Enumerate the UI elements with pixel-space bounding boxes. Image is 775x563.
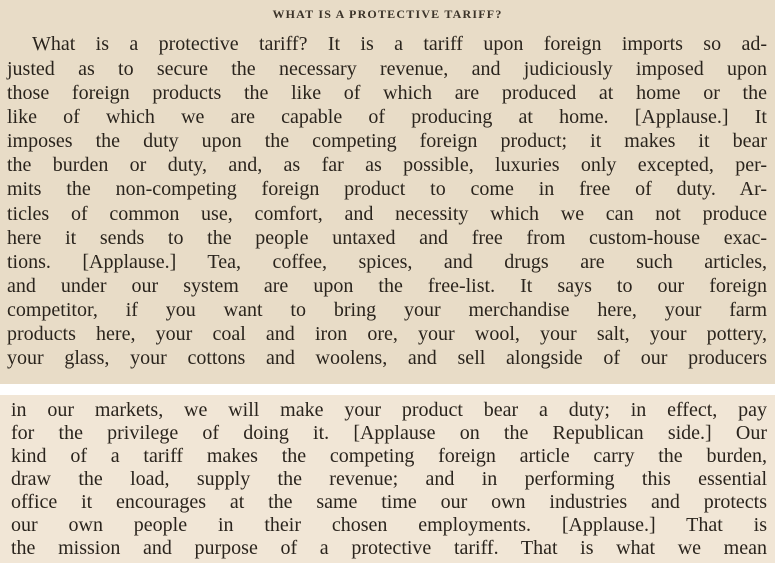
text-line: kind of a tariff makes the competing foreign article carry the burden, <box>11 445 767 467</box>
text-line: ticles of common use, comfort, and necessity which we can not produce <box>7 203 767 225</box>
text-line: those foreign products the like of which are produced at home or the <box>7 82 767 104</box>
text-line: in our markets, we will make your product bear a duty; in effect, pay <box>11 399 767 421</box>
text-line: the burden or duty, and, as far as possible, luxuries only excepted, per- <box>7 154 767 176</box>
article-title: WHAT IS A PROTECTIVE TARIFF? <box>272 7 503 21</box>
text-line: the mission and purpose of a protective tariff. That is what we mean <box>11 537 767 559</box>
text-line: competitor, if you want to bring your merchandise here, your farm <box>7 299 767 321</box>
text-line: like of which we are capable of producing at home. [Applause.] It <box>7 106 767 128</box>
text-line: for the privilege of doing it. [Applause on the Republican side.] Our <box>11 422 767 444</box>
text-line: draw the load, supply the revenue; and in performing this essential <box>11 468 767 490</box>
text-line: justed as to secure the necessary revenue, and judiciously imposed upon <box>7 58 767 80</box>
text-line: our own people in their chosen employments. [Applause.] That is <box>11 514 767 536</box>
text-line: office it encourages at the same time our own industries and protects <box>11 491 767 513</box>
text-line: products here, your coal and iron ore, your wool, your salt, your pottery, <box>7 323 767 345</box>
bottom-clipping <box>0 395 775 563</box>
text-line: mits the non-competing foreign product to come in free of duty. Ar- <box>7 178 767 200</box>
text-line: your glass, your cottons and woolens, and sell alongside of our producers <box>7 347 767 369</box>
text-line: tions. [Applause.] Tea, coffee, spices, and drugs are such articles, <box>7 251 767 273</box>
text-line: and under our system are upon the free-list. It says to our foreign <box>7 275 767 297</box>
text-line: here it sends to the people untaxed and free from custom-house exac- <box>7 227 767 249</box>
clipping-gap <box>0 384 775 395</box>
text-line: imposes the duty upon the competing foreign product; it makes it bear <box>7 130 767 152</box>
text-line: What is a protective tariff? It is a tariff upon foreign imports so ad- <box>32 33 767 55</box>
